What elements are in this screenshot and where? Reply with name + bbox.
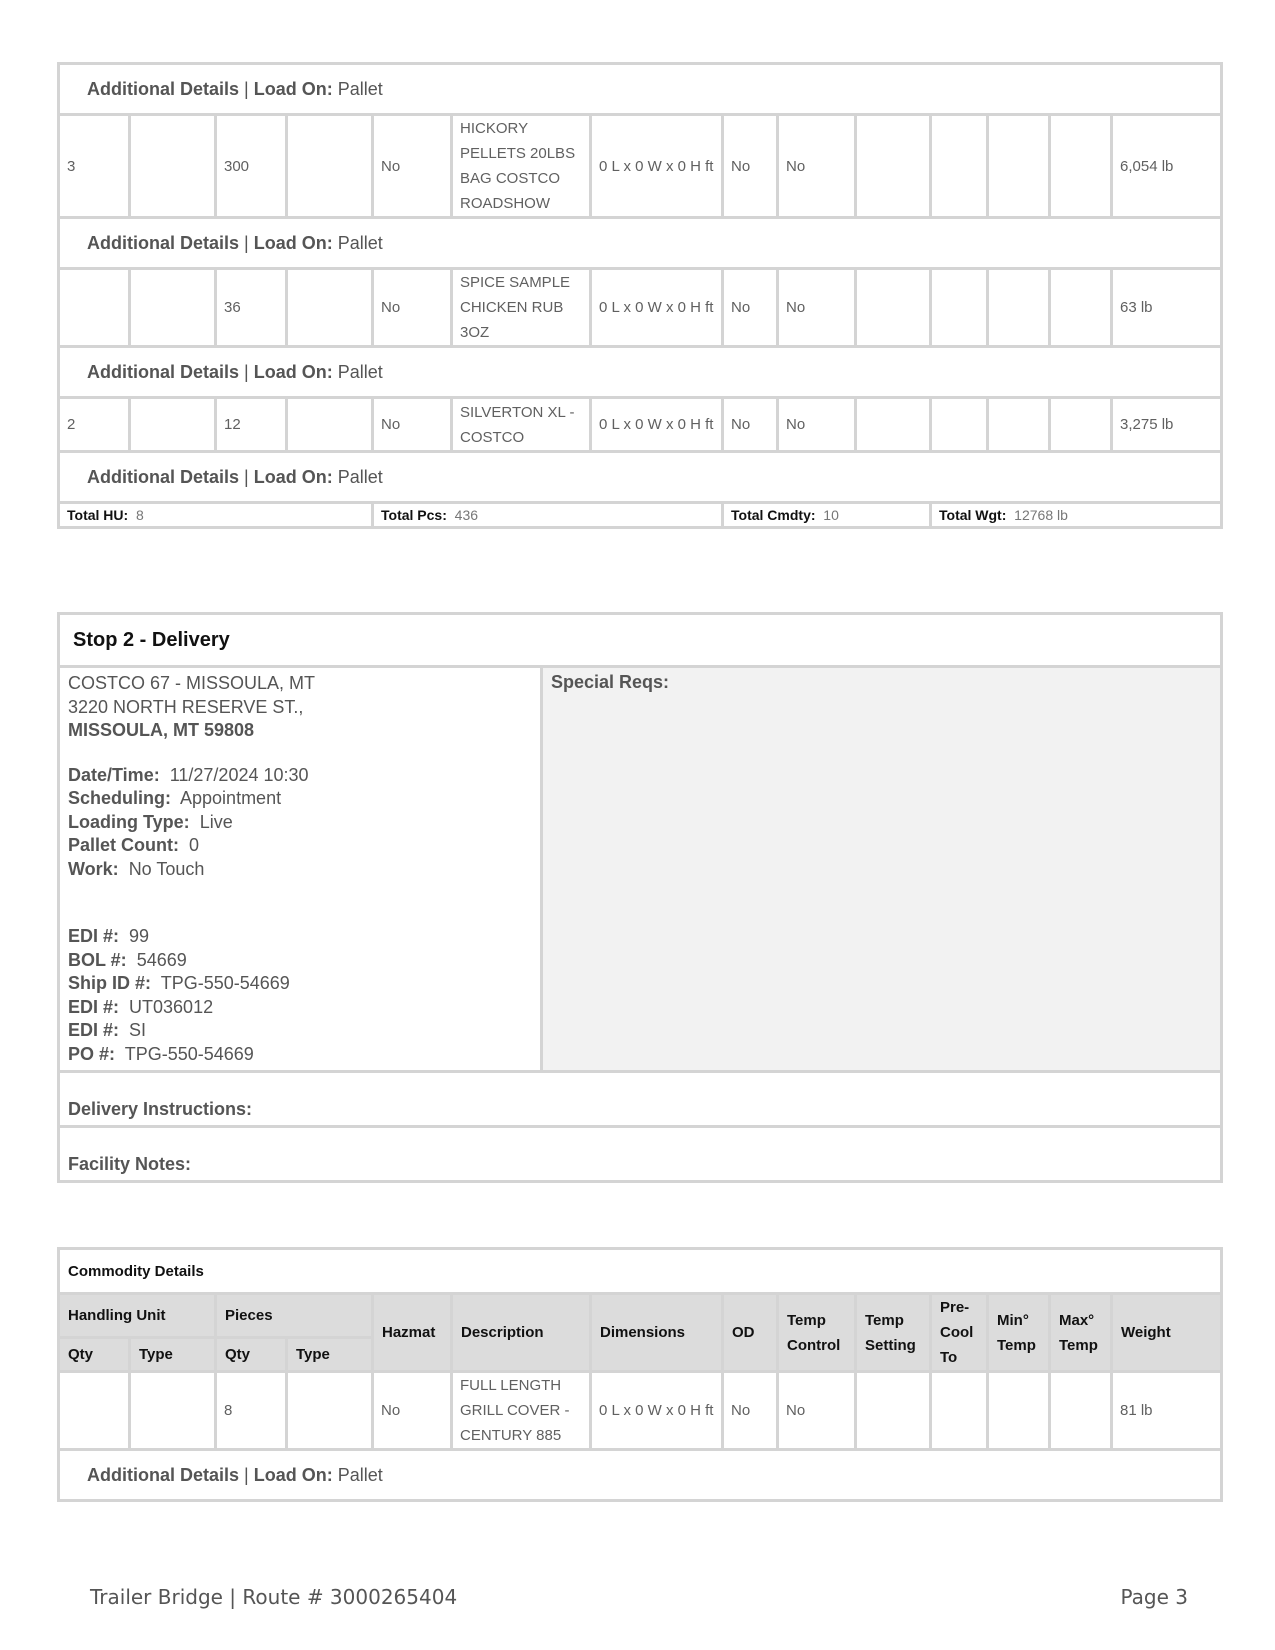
temp-control-cell: No <box>778 115 856 218</box>
reference-line: EDI #: UT036012 <box>68 996 214 1017</box>
footer-route: Trailer Bridge | Route # 3000265404 <box>90 1585 458 1609</box>
dimensions-cell: 0 L x 0 W x 0 H ft <box>591 115 723 218</box>
table-row <box>59 269 1222 347</box>
hu-qty-cell <box>59 1372 130 1450</box>
temp-setting-cell <box>856 1372 931 1450</box>
weight-header: Weight <box>1112 1294 1222 1372</box>
total-wgt: Total Wgt: 12768 lb <box>931 503 1222 528</box>
min-temp-cell <box>988 398 1050 452</box>
pcs-type-cell <box>287 398 373 452</box>
footer-page-number: Page 3 <box>1120 1585 1188 1609</box>
temp-control-cell: No <box>778 269 856 347</box>
od-cell: No <box>723 115 778 218</box>
load-on-value: Pallet <box>337 361 383 382</box>
loading-type-line: Loading Type: Live <box>68 811 233 832</box>
od-header: OD <box>723 1294 778 1372</box>
reference-line: EDI #: 99 <box>68 926 150 946</box>
hazmat-header: Hazmat <box>373 1294 452 1372</box>
weight-cell: 6,054 lb <box>1112 115 1222 218</box>
temp-setting-header: Temp Setting <box>856 1294 931 1372</box>
min-temp-cell <box>988 115 1050 218</box>
datetime-line: Date/Time: 11/27/2024 10:30 <box>68 764 309 785</box>
load-on-label: Load On: <box>253 78 333 99</box>
load-on-value: Pallet <box>337 466 383 487</box>
pcs-qty-cell: 300 <box>216 115 287 218</box>
weight-cell: 3,275 lb <box>1112 398 1222 452</box>
pcs-type-cell <box>287 1372 373 1450</box>
precool-cell <box>931 398 988 452</box>
max-temp-cell <box>1050 398 1112 452</box>
hazmat-cell: No <box>373 115 452 218</box>
facility-city: MISSOULA, MT 59808 <box>68 720 255 740</box>
additional-details-label: Additional Details <box>87 466 240 487</box>
dimensions-cell: 0 L x 0 W x 0 H ft <box>591 398 723 452</box>
hu-type-cell <box>130 269 216 347</box>
min-temp-header: Min° Temp <box>988 1294 1050 1372</box>
pcs-type-header: Type <box>287 1338 373 1372</box>
reference-line: EDI #: SI <box>68 1020 147 1040</box>
hazmat-cell: No <box>373 269 452 347</box>
additional-details-row: Additional Details | Load On: Pallet <box>59 218 1222 269</box>
hu-qty-header: Qty <box>59 1338 130 1372</box>
min-temp-cell <box>988 1372 1050 1450</box>
max-temp-header: Max° Temp <box>1050 1294 1112 1372</box>
pieces-header: Pieces <box>216 1294 373 1338</box>
precool-cell <box>931 115 988 218</box>
hu-type-header: Type <box>130 1338 216 1372</box>
temp-control-cell: No <box>778 1372 856 1450</box>
table-row <box>59 398 1222 452</box>
temp-control-cell: No <box>778 398 856 452</box>
hu-qty-cell <box>59 269 130 347</box>
od-cell: No <box>723 269 778 347</box>
hu-type-cell <box>130 115 216 218</box>
stop-address-block <box>59 667 542 1072</box>
od-cell: No <box>723 398 778 452</box>
hu-type-cell <box>130 398 216 452</box>
facility-notes-label: Facility Notes: <box>59 1127 1222 1182</box>
delivery-instructions-label: Delivery Instructions: <box>59 1072 1222 1127</box>
hu-type-cell <box>130 1372 216 1450</box>
hazmat-cell: No <box>373 1372 452 1450</box>
description-header: Description <box>452 1294 591 1372</box>
dimensions-header: Dimensions <box>591 1294 723 1372</box>
hu-qty-cell: 3 <box>59 115 130 218</box>
commodity-details-title: Commodity Details <box>59 1249 1222 1294</box>
total-cmdty: Total Cmdty: 10 <box>723 503 931 528</box>
load-on-value: Pallet <box>337 78 383 99</box>
precool-header: Pre-Cool To <box>931 1294 988 1372</box>
work-line: Work: No Touch <box>68 858 205 879</box>
dimensions-cell: 0 L x 0 W x 0 H ft <box>591 269 723 347</box>
additional-details-label: Additional Details <box>87 361 240 382</box>
scheduling-line: Scheduling: Appointment <box>68 788 282 808</box>
pcs-qty-cell: 8 <box>216 1372 287 1450</box>
stop-title: Stop 2 - Delivery <box>59 614 1222 667</box>
min-temp-cell <box>988 269 1050 347</box>
precool-cell <box>931 269 988 347</box>
max-temp-cell <box>1050 269 1112 347</box>
od-cell: No <box>723 1372 778 1450</box>
hu-qty-cell: 2 <box>59 398 130 452</box>
special-reqs-label: Special Reqs: <box>542 667 1222 1072</box>
commodity-details-table <box>57 1247 1223 1502</box>
additional-details-label: Additional Details <box>87 232 240 253</box>
temp-control-header: Temp Control <box>778 1294 856 1372</box>
temp-setting-cell <box>856 269 931 347</box>
temp-setting-cell <box>856 398 931 452</box>
facility-street: 3220 NORTH RESERVE ST., <box>68 696 304 717</box>
description-cell: SILVERTON XL - COSTCO <box>452 398 591 452</box>
pcs-qty-cell: 36 <box>216 269 287 347</box>
dimensions-cell: 0 L x 0 W x 0 H ft <box>591 1372 723 1450</box>
additional-details-row: Additional Details | Load On: Pallet <box>59 1450 1222 1501</box>
max-temp-cell <box>1050 115 1112 218</box>
pcs-qty-header: Qty <box>216 1338 287 1372</box>
load-on-label: Load On: <box>253 232 333 253</box>
load-on-value: Pallet <box>337 232 383 253</box>
additional-details-row: Additional Details | Load On: Pallet <box>59 347 1222 398</box>
totals-row <box>59 503 1222 528</box>
additional-details-row: Additional Details | Load On: Pallet <box>59 452 1222 503</box>
facility-name: COSTCO 67 - MISSOULA, MT <box>68 673 316 693</box>
table-row <box>59 1372 1222 1450</box>
load-on-value: Pallet <box>337 1464 383 1485</box>
description-cell: FULL LENGTH GRILL COVER - CENTURY 885 <box>452 1372 591 1450</box>
pcs-type-cell <box>287 269 373 347</box>
reference-line: BOL #: 54669 <box>68 949 187 970</box>
additional-details-row: Additional Details | Load On: Pallet <box>59 64 1222 115</box>
temp-setting-cell <box>856 115 931 218</box>
table-row <box>59 115 1222 218</box>
pcs-type-cell <box>287 115 373 218</box>
weight-cell: 63 lb <box>1112 269 1222 347</box>
additional-details-label: Additional Details <box>87 1464 240 1485</box>
reference-line: PO #: TPG-550-54669 <box>68 1043 254 1064</box>
description-cell: HICKORY PELLETS 20LBS BAG COSTCO ROADSHOW <box>452 115 591 218</box>
load-on-label: Load On: <box>253 361 333 382</box>
handling-unit-header: Handling Unit <box>59 1294 216 1338</box>
max-temp-cell <box>1050 1372 1112 1450</box>
total-hu: Total HU: 8 <box>59 503 373 528</box>
total-pcs: Total Pcs: 436 <box>373 503 723 528</box>
description-cell: SPICE SAMPLE CHICKEN RUB 3OZ <box>452 269 591 347</box>
pallet-count-line: Pallet Count: 0 <box>68 835 200 855</box>
pcs-qty-cell: 12 <box>216 398 287 452</box>
weight-cell: 81 lb <box>1112 1372 1222 1450</box>
stop-2-section <box>57 612 1223 1183</box>
commodity-continuation-table <box>57 62 1223 529</box>
additional-details-label: Additional Details <box>87 78 240 99</box>
precool-cell <box>931 1372 988 1450</box>
load-on-label: Load On: <box>253 466 333 487</box>
load-on-label: Load On: <box>253 1464 333 1485</box>
reference-line: Ship ID #: TPG-550-54669 <box>68 973 290 993</box>
hazmat-cell: No <box>373 398 452 452</box>
